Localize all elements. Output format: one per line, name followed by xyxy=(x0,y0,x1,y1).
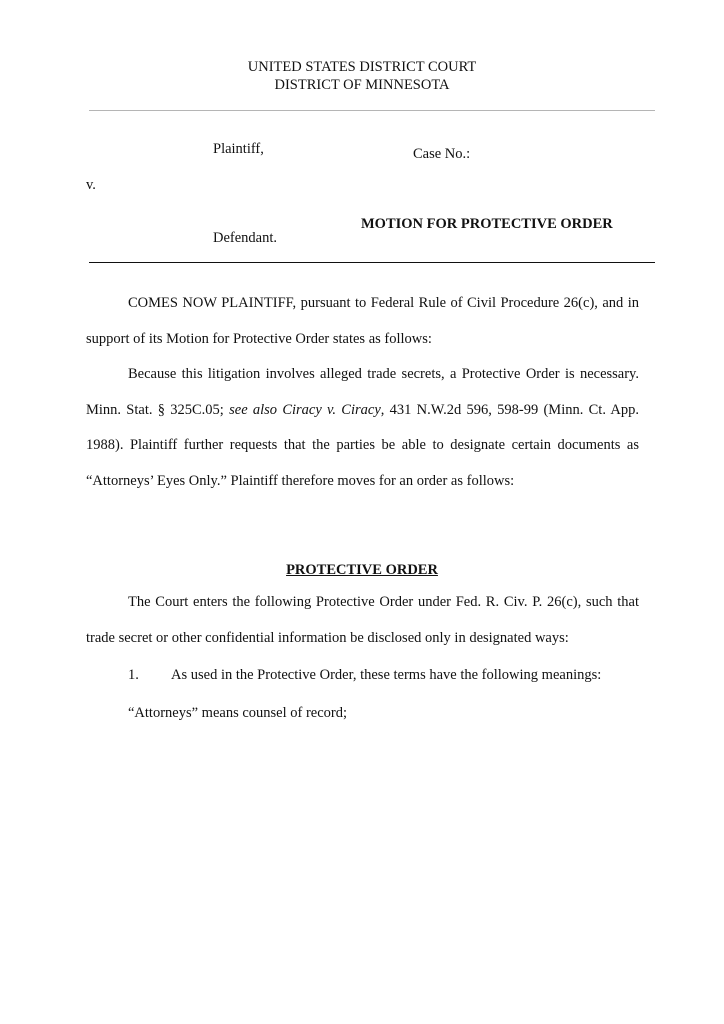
intro-paragraph: COMES NOW PLAINTIFF, pursuant to Federal Rule of Civil Procedure 26(c), and in support of its Motion for Protective Order states as follows: xyxy=(86,295,639,347)
citation-text: Because this litigation involves alleged trade secrets, a Protective Order is necessary. Minn. Stat. § 325C.05; xyxy=(86,366,639,418)
citation-continuation: , 431 N.W.2d 596, 598-99 (Minn. Ct. App. 1988). Plaintiff further requests that the parties be able to designate certain documents as “Attorneys’ Eyes Only.” Plaintiff therefore moves for an order as follows: xyxy=(86,401,639,489)
versus-label: v. xyxy=(86,177,96,193)
plaintiff-label: Plaintiff, xyxy=(213,141,264,157)
court-name: UNITED STATES DISTRICT COURT xyxy=(247,59,477,75)
case-citation: see also Ciracy v. Ciracy xyxy=(229,401,381,418)
trade-secret-paragraph xyxy=(86,357,639,499)
definition-attorneys: “Attorneys” means counsel of record; xyxy=(128,705,348,721)
header-divider xyxy=(89,110,655,111)
case-number-label: Case No.: xyxy=(413,146,471,162)
item-text: As used in the Protective Order, these terms have the following meanings: xyxy=(171,667,602,683)
motion-title: MOTION FOR PROTECTIVE ORDER xyxy=(361,216,613,232)
caption-divider xyxy=(89,262,655,263)
defendant-label: Defendant. xyxy=(213,230,278,246)
court-district: DISTRICT OF MINNESOTA xyxy=(274,77,450,93)
section-heading: PROTECTIVE ORDER xyxy=(286,562,438,578)
order-paragraph: The Court enters the following Protective Order under Fed. R. Civ. P. 26(c), such that trade secret or other confidential information be disclosed only in designated ways: xyxy=(86,594,639,646)
item-number: 1. xyxy=(128,667,139,683)
